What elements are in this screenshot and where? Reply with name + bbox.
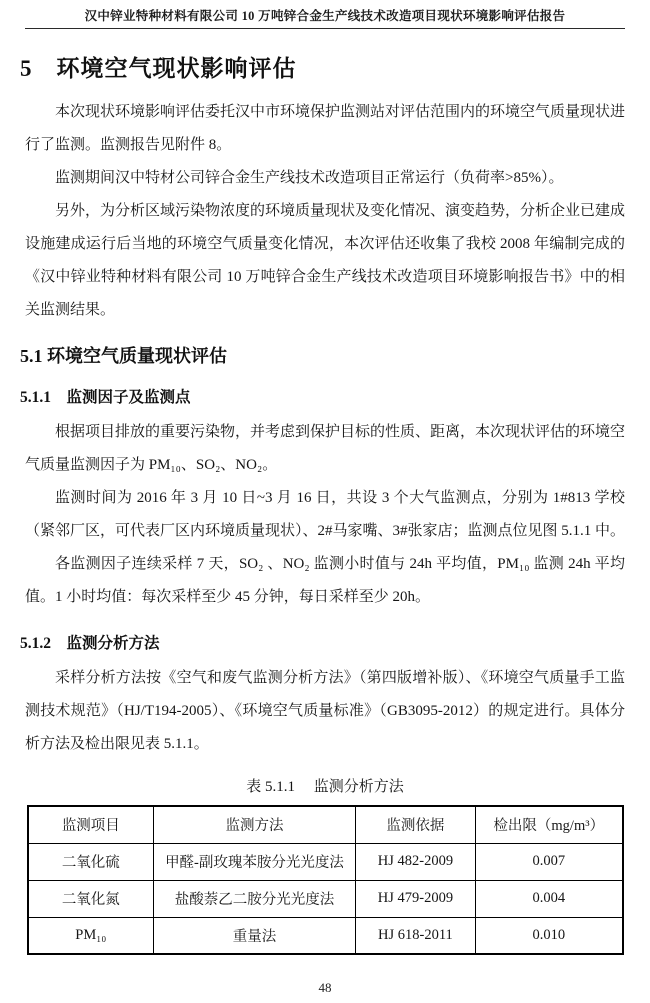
table-cell: HJ 618-2011 [355,917,475,954]
table-header-basis: 监测依据 [355,806,475,843]
analysis-methods-table [27,805,624,955]
paragraph-monitoring-time-points: 监测时间为 2016 年 3 月 10 日~3 月 16 日，共设 3 个大气监测点，分别为 1#813 学校（紧邻厂区，可代表厂区内环境质量现状）、2#马家嘴、3#张家店；监测点位见图 5.1.1 中。 [25,490,626,539]
table-cell: 二氧化硫 [28,843,154,880]
table-header-item: 监测项目 [28,806,154,843]
table-caption: 表 5.1.1 监测分析方法 [246,779,404,795]
paragraph-operation-load: 监测期间汉中特材公司锌合金生产线技术改造项目正常运行（负荷率>85%）。 [55,170,564,186]
table-cell: 甲醛-副玫瑰苯胺分光光度法 [154,843,356,880]
table-cell: 0.007 [476,843,623,880]
table-cell: 盐酸萘乙二胺分光光度法 [154,880,356,917]
subsection-title-5-1-2: 5.1.2 监测分析方法 [20,635,160,652]
table-row-pm10 [28,917,623,954]
table-row-so2 [28,843,623,880]
page-number: 48 [318,980,332,995]
paragraph-monitoring-commission: 本次现状环境影响评估委托汉中市环境保护监测站对评估范围内的环境空气质量现状进行了监测。监测报告见附件 8。 [25,104,626,153]
table-header-method: 监测方法 [154,806,356,843]
paragraph-analysis-standards: 采样分析方法按《空气和废气监测分析方法》（第四版增补版）、《环境空气质量手工监测技术规范》（HJ/T194-2005）、《环境空气质量标准》（GB3095-2012）的规定进行。具体分析方法及检出限见表 5.1.1。 [25,670,625,752]
table-cell: 0.010 [476,917,623,954]
paragraph-monitoring-factors: 根据项目排放的重要污染物，并考虑到保护目标的性质、距离，本次现状评估的环境空气质量监测因子为 PM₁₀、SO₂、NO₂。 [25,424,626,473]
paragraph-2008-report: 另外，为分析区域污染物浓度的环境质量现状及变化情况、演变趋势，分析企业已建成设施建成运行后当地的环境空气质量变化情况，本次评估还收集了我校 2008 年编制完成的《汉中锌业特种材料有限公司 10 万吨锌合金生产线技术改造项目环境影响报告书》中的相关监测结果。 [25,203,626,318]
table-cell: HJ 482-2009 [355,843,475,880]
table-cell: 0.004 [476,880,623,917]
table-cell: 二氧化氮 [28,880,154,917]
section-title-5-1: 5.1 环境空气质量现状评估 [20,346,227,366]
table-cell: HJ 479-2009 [355,880,475,917]
header-rule [25,28,625,29]
page-content [0,50,650,955]
table-cell: PM₁₀ [28,917,154,954]
chapter-title: 5 环境空气现状影响评估 [20,56,297,81]
table-header-detection-limit: 检出限（mg/m³） [476,806,623,843]
subsection-title-5-1-1: 5.1.1 监测因子及监测点 [20,389,191,406]
table-header-row [28,806,623,843]
running-header: 汉中锌业特种材料有限公司 10 万吨锌合金生产线技术改造项目现状环境影响评估报告 [84,9,566,23]
table-cell: 重量法 [154,917,356,954]
table-row-no2 [28,880,623,917]
paragraph-sampling-duration: 各监测因子连续采样 7 天，SO₂ 、NO₂ 监测小时值与 24h 平均值，PM₁₀ 监测 24h 平均值。1 小时均值：每次采样至少 45 分钟，每日采样至少 20h。 [25,556,625,605]
